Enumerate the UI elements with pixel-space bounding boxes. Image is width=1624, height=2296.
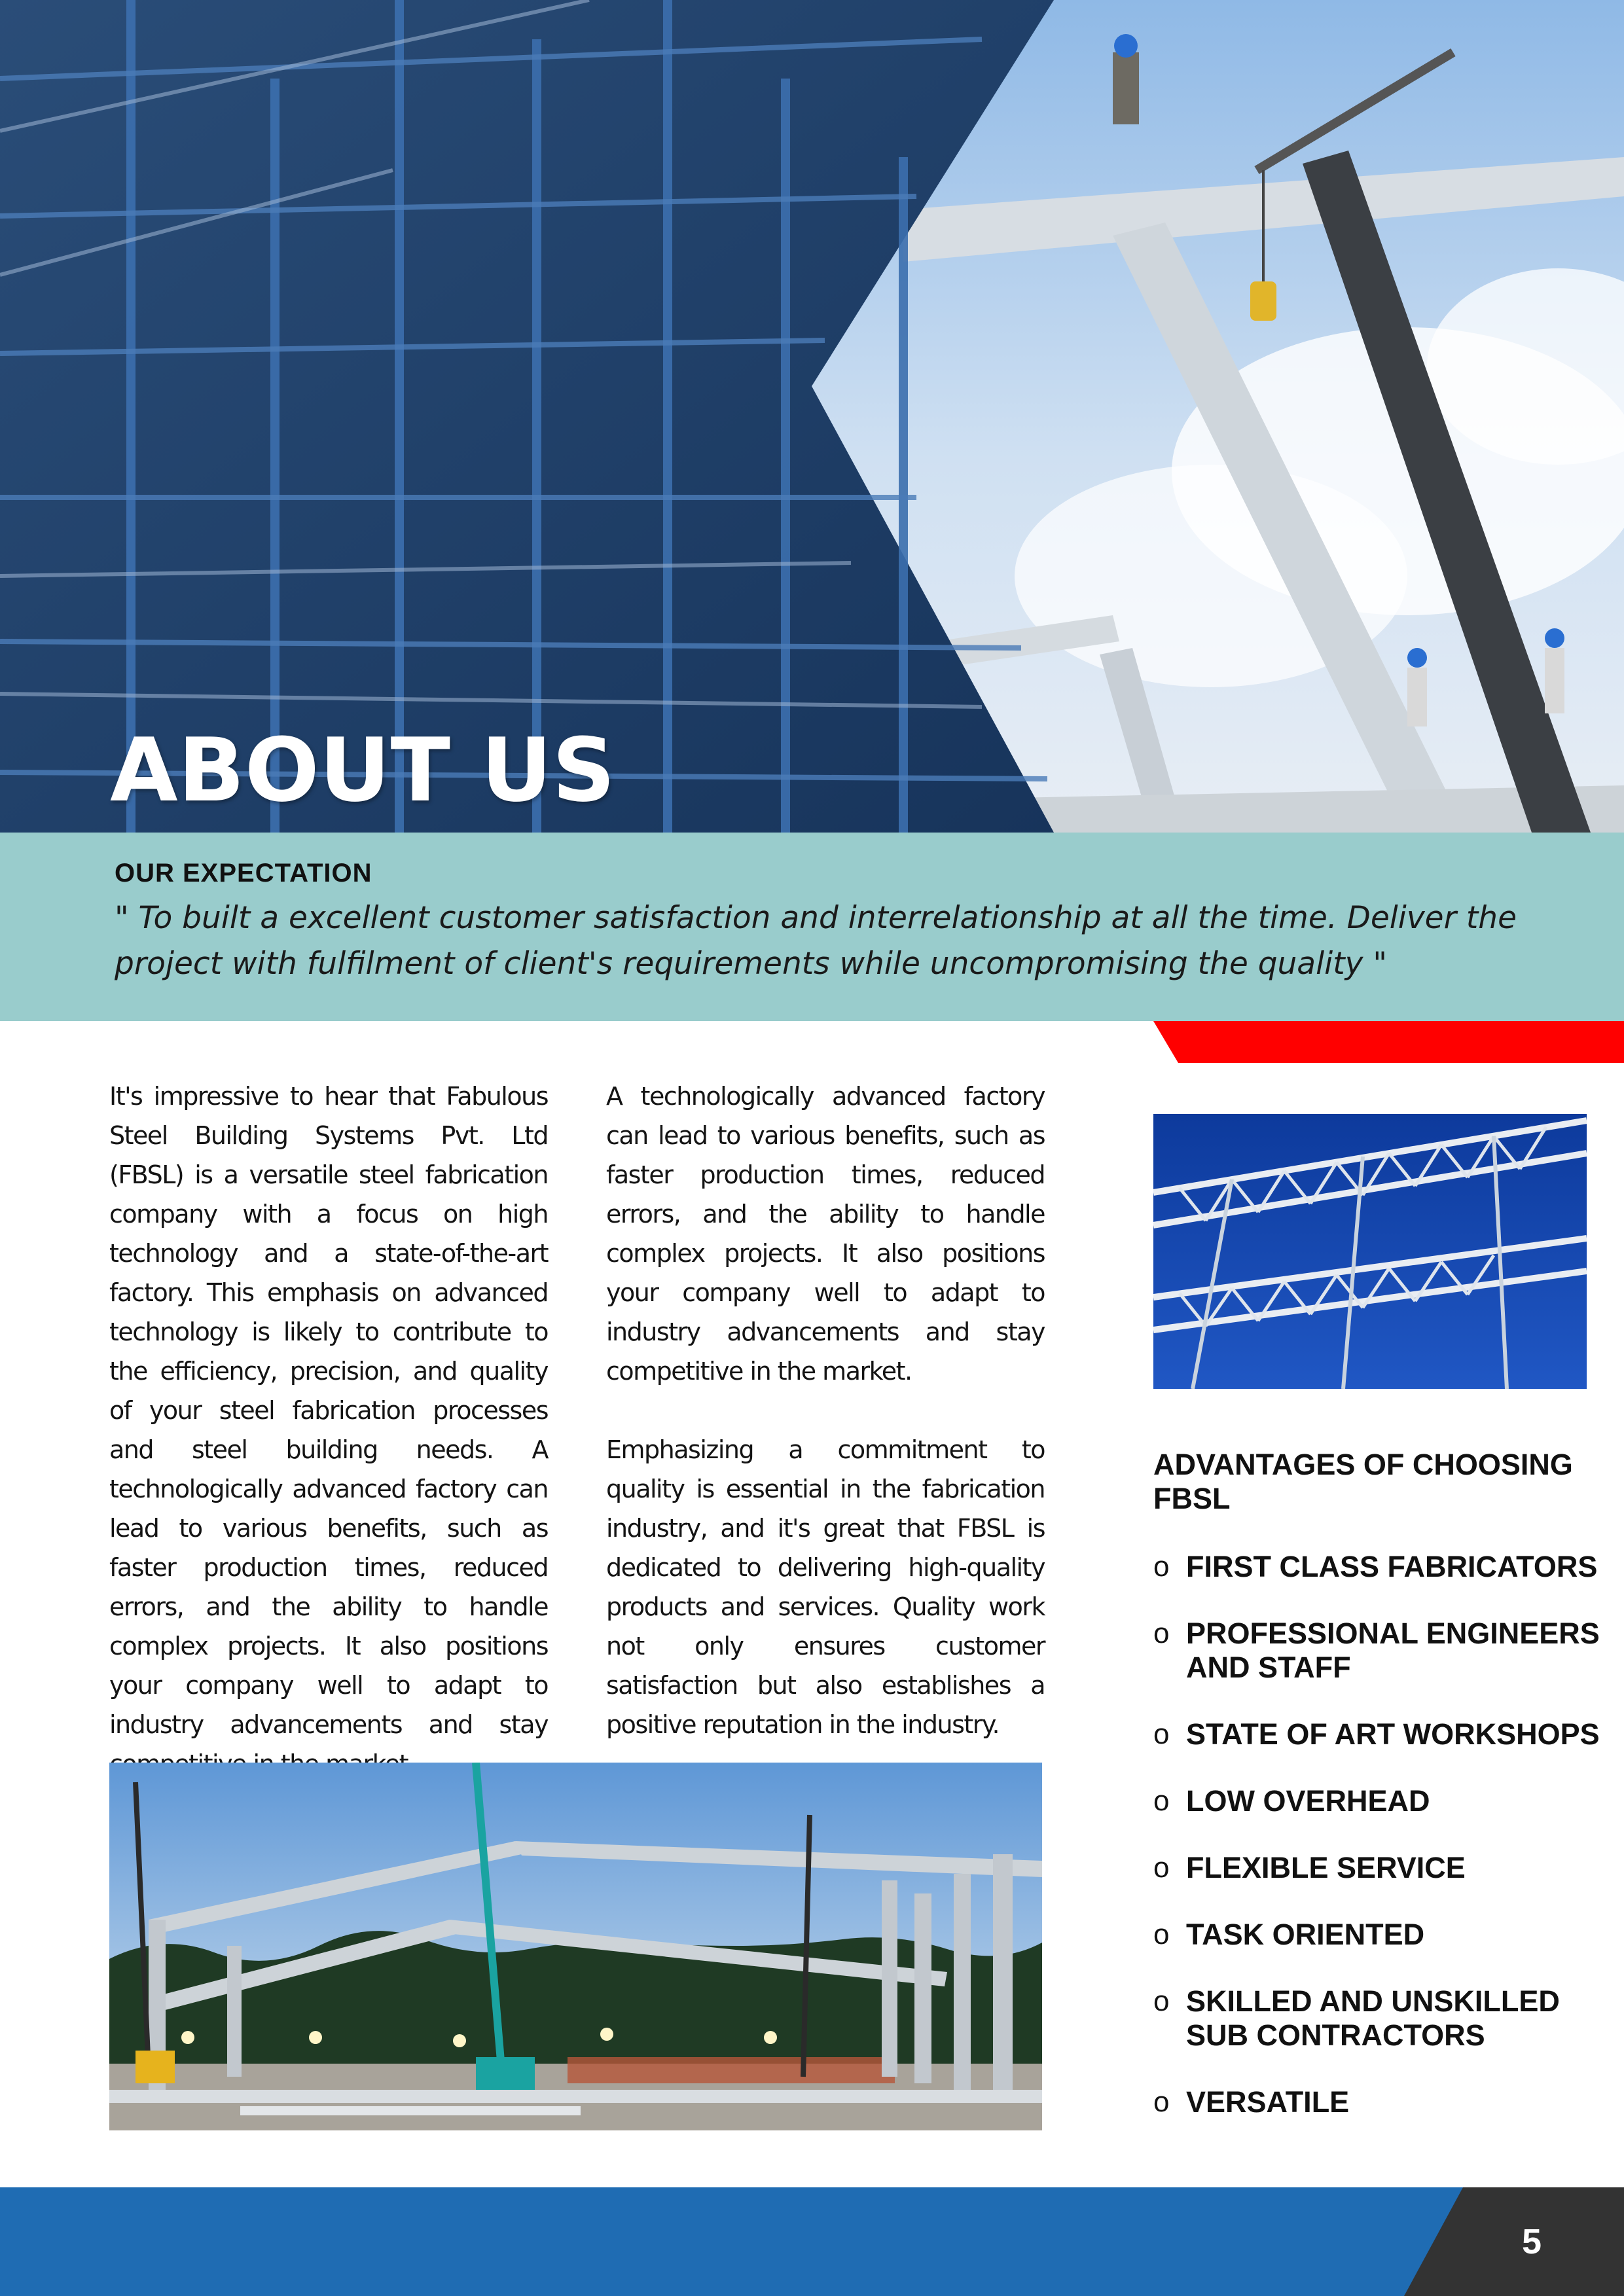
- page-footer: [0, 2187, 1624, 2296]
- list-item: [1153, 1984, 1612, 2053]
- body-column-1: [109, 1077, 548, 1823]
- body-paragraph: It's impressive to hear that Fabulous Steel Building Systems Pvt. Ltd (FBSL) is a versatile steel fabrication company with a focus on high technology and a state-of-the-art factory. This emphasis on advanced technology is likely to contribute to the efficiency, precision, and quality of your steel fabrication processes and steel building needs. A technologically advanced factory can lead to various benefits, such as faster production times, reduced errors, and the ability to handle complex projects. It also positions your company well to adapt to industry advancements and stay: [109, 1082, 548, 1739]
- expectation-heading: OUR EXPECTATION: [115, 859, 372, 888]
- advantage-label: FLEXIBLE SERVICE: [1186, 1851, 1466, 1884]
- expectation-quote: " To built a excellent customer satisfaction and interrelationship at all the time. Deliver the project with fulfilment of client's requirements while uncompromising the quality ": [115, 900, 1517, 982]
- body-paragraph: A technologically advanced factory can lead to various benefits, such as faster production times, reduced errors, and the ability to handle complex projects. It also positions your company well to adapt to industry advancements and stay competitive in the market.: [606, 1082, 1045, 1386]
- advantages-heading: ADVANTAGES OF CHOOSING FBSL: [1153, 1448, 1573, 1515]
- list-item: [1153, 1617, 1612, 1685]
- list-item: [1153, 1717, 1612, 1751]
- body-paragraph: Emphasizing a commitment to quality is essential in the fabrication industry, and it's great that FBSL is dedicated to delivering high-quality products and services. Quality work not only ensures customer satisfaction but also establishes a positive reputation in the industry.: [606, 1435, 1045, 1739]
- body-column-2: [606, 1077, 1045, 1784]
- hero-banner: [0, 0, 1624, 833]
- advantage-label: SKILLED AND UNSKILLED SUB CONTRACTORS: [1186, 1984, 1560, 2052]
- advantage-label: TASK ORIENTED: [1186, 1918, 1425, 1951]
- bullet-icon: o: [1153, 1617, 1170, 1649]
- page-title: ABOUT US: [110, 719, 615, 821]
- list-item: [1153, 1784, 1612, 1818]
- advantage-label: LOW OVERHEAD: [1186, 1784, 1430, 1818]
- list-item: [1153, 1918, 1612, 1952]
- bullet-icon: o: [1153, 1985, 1170, 2017]
- bullet-icon: o: [1153, 1852, 1170, 1884]
- bullet-icon: o: [1153, 1551, 1170, 1583]
- bullet-icon: o: [1153, 1918, 1170, 1950]
- construction-site-photo: [109, 1763, 1042, 2130]
- list-item: [1153, 2085, 1612, 2119]
- advantages-list: [1153, 1550, 1612, 2152]
- list-item: [1153, 1851, 1612, 1885]
- advantage-label: FIRST CLASS FABRICATORS: [1186, 1550, 1598, 1583]
- hero-photo: [0, 0, 1624, 833]
- advantage-label: PROFESSIONAL ENGINEERS AND STAFF: [1186, 1617, 1600, 1684]
- bullet-icon: o: [1153, 1785, 1170, 1817]
- steel-truss-photo: [1153, 1114, 1587, 1389]
- page-number: 5: [1521, 2222, 1542, 2261]
- red-accent-bar: [0, 1021, 1624, 1063]
- footer-corner-shape: [0, 2187, 1624, 2296]
- expectation-band: [0, 833, 1624, 1021]
- list-item: [1153, 1550, 1612, 1584]
- advantage-label: VERSATILE: [1186, 2085, 1350, 2119]
- bullet-icon: o: [1153, 1718, 1170, 1750]
- bullet-icon: o: [1153, 2086, 1170, 2118]
- advantage-label: STATE OF ART WORKSHOPS: [1186, 1717, 1600, 1751]
